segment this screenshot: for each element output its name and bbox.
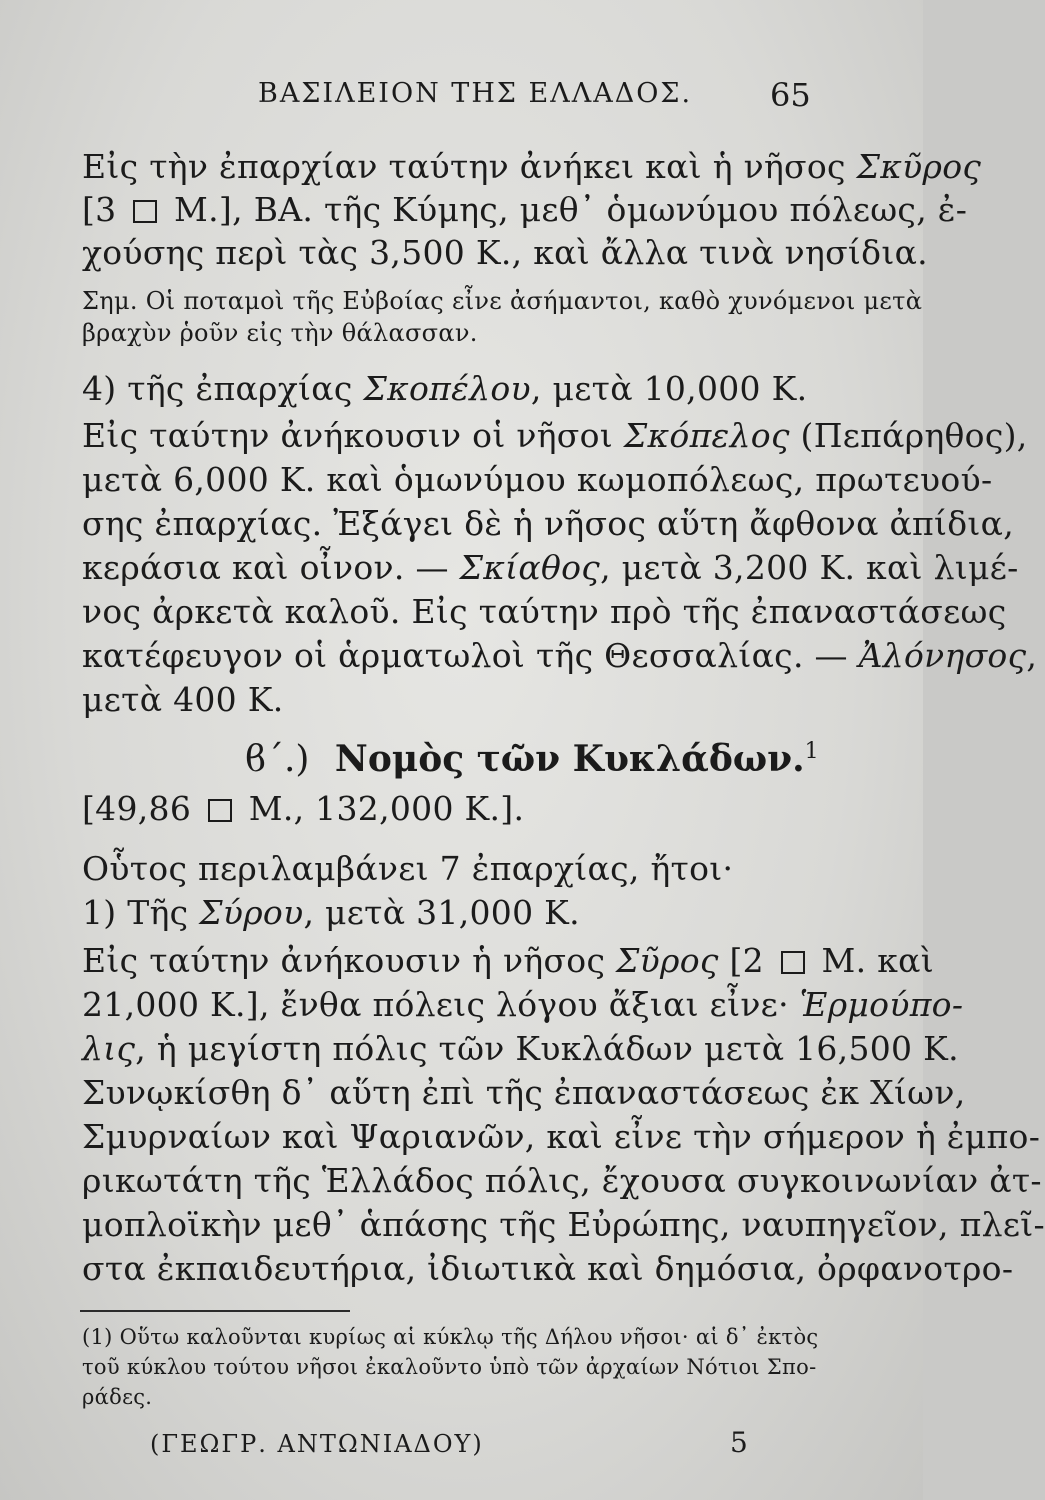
text-line	[82, 546, 1019, 590]
page-number: 65	[770, 76, 811, 114]
text-run: τοῦ κύκλου τούτου νῆσοι ἐκαλοῦντο ὑπὸ τῶν ἀρχαίων Νότιοι Σπο-	[82, 1355, 817, 1379]
text-run: ρικωτάτη τῆς Ἑλλάδος πόλις, ἔχουσα συγκοινωνίαν ἀτ-	[82, 1161, 1042, 1200]
text-run: [2	[718, 941, 775, 980]
text-run: ,	[1026, 636, 1038, 675]
text-run: κατέφευγον οἱ ἁρματωλοὶ τῆς Θεσσαλίας. —	[82, 636, 859, 675]
text-line	[82, 1247, 1014, 1291]
signature-mark: (ΓΕΩΓΡ. ΑΝΤΩΝΙΑΔΟΥ)	[150, 1430, 484, 1458]
text-run: ράδες.	[82, 1385, 153, 1409]
text-run: χούσης περὶ τὰς 3,500 Κ., καὶ ἄλλα τινὰ νησίδια.	[82, 233, 928, 272]
text-run: μοπλοϊκὴν μεθ᾽ ἁπάσης τῆς Εὐρώπης, ναυπηγεῖον, πλεῖ-	[82, 1205, 1045, 1244]
note-line	[82, 317, 822, 349]
text-run: , μετὰ 31,000 Κ.	[303, 893, 580, 932]
footnote-marker: 1	[804, 739, 819, 764]
text-line	[82, 787, 822, 831]
text-run: [3	[82, 190, 128, 229]
section-heading-title: Νομὸς τῶν Κυκλάδων.	[334, 738, 805, 780]
text-run: νος ἀρκετὰ καλοῦ. Εἰς ταύτην πρὸ τῆς ἐπαναστάσεως	[82, 592, 1007, 631]
text-line	[82, 145, 982, 189]
italic-name: Σκίαθος	[459, 548, 601, 587]
section-heading	[245, 738, 819, 780]
text-run: Συνῳκίσθη δ᾽ αὕτη ἐπὶ τῆς ἐπαναστάσεως ἐκ Χίων,	[82, 1073, 966, 1112]
text-line	[82, 502, 1015, 546]
text-run: (1) Οὕτω καλοῦνται κυρίως αἱ κύκλῳ τῆς Δήλου νῆσοι· αἱ δ᾽ ἐκτὸς	[82, 1325, 819, 1349]
text-line	[82, 414, 1028, 458]
running-header: ΒΑΣΙΛΕΙΟΝ ΤΗΣ ΕΛΛΑΔΟΣ.	[258, 78, 693, 109]
text-run: 1) Τῆς	[82, 893, 200, 932]
text-line	[82, 1159, 1042, 1203]
text-run: Σημ. Οἱ ποταμοὶ τῆς Εὐβοίας εἶνε ἀσήμαντοι, καθὸ χυνόμενοι μετὰ	[82, 287, 923, 315]
italic-name: Σκῦρος	[856, 147, 982, 186]
text-line	[82, 231, 928, 275]
text-run: Μ.], ΒΑ. τῆς Κύμης, μεθ᾽ ὁμωνύμου πόλεως, ἐ-	[163, 190, 968, 229]
text-run: μετὰ 400 Κ.	[82, 680, 284, 719]
footnote-line	[82, 1382, 822, 1412]
text-line	[82, 590, 1007, 634]
text-run: Εἰς ταύτην ἀνήκουσιν οἱ νῆσοι	[82, 416, 624, 455]
italic-name: Ἀλόνησος	[858, 636, 1027, 675]
footnote-line	[82, 1322, 822, 1352]
text-run: κεράσια καὶ οἶνον. —	[82, 548, 460, 587]
text-run: , μετὰ 10,000 Κ.	[530, 369, 808, 408]
text-run: Μ., 132,000 Κ.].	[237, 789, 525, 828]
text-run: βραχὺν ῥοῦν εἰς τὴν θάλασσαν.	[82, 319, 478, 347]
square-unit-icon	[208, 799, 232, 822]
text-line	[82, 891, 822, 935]
text-line	[82, 458, 993, 502]
italic-name: Σκοπέλου	[363, 369, 531, 408]
text-run: (Πεπάρηθος),	[789, 416, 1028, 455]
italic-name: λις	[82, 1029, 136, 1068]
text-line	[82, 847, 822, 891]
text-line	[82, 939, 934, 983]
text-run: 4) τῆς ἐπαρχίας	[82, 369, 364, 408]
text-line	[82, 634, 1038, 678]
text-line	[82, 983, 964, 1027]
text-run: Οὗτος περιλαμβάνει 7 ἐπαρχίας, ἤτοι·	[82, 849, 734, 888]
footnote-line	[82, 1352, 822, 1382]
text-run: 21,000 Κ.], ἔνθα πόλεις λόγου ἄξιαι εἶνε·	[82, 985, 800, 1024]
text-run: μετὰ 6,000 Κ. καὶ ὁμωνύμου κωμοπόλεως, πρωτευού-	[82, 460, 993, 499]
section-heading-prefix: ϐ΄.)	[245, 739, 310, 780]
square-unit-icon	[133, 200, 157, 223]
text-run: Εἰς ταύτην ἀνήκουσιν ἡ νῆσος	[82, 941, 617, 980]
text-run: [49,86	[82, 789, 202, 828]
text-line	[82, 367, 822, 411]
text-line	[82, 1203, 1045, 1247]
text-line	[82, 188, 968, 232]
italic-name: Σκόπελος	[623, 416, 790, 455]
note-line	[82, 285, 923, 317]
text-line	[82, 1027, 959, 1071]
text-run: Σμυρναίων καὶ Ψαριανῶν, καὶ εἶνε τὴν σήμερον ἡ ἐμπο-	[82, 1117, 1041, 1156]
signature-number: 5	[730, 1426, 748, 1459]
text-line	[82, 1071, 966, 1115]
text-run: , ἡ μεγίστη πόλις τῶν Κυκλάδων μετὰ 16,500 Κ.	[135, 1029, 959, 1068]
italic-name: Σύρου	[199, 893, 304, 932]
square-unit-icon	[781, 951, 805, 974]
italic-name: Ἑρμούπο-	[799, 985, 964, 1024]
footnote-divider	[80, 1310, 350, 1312]
italic-name: Σῦρος	[616, 941, 719, 980]
text-run: , μετὰ 3,200 Κ. καὶ λιμέ-	[600, 548, 1019, 587]
text-run: σης ἐπαρχίας. Ἐξάγει δὲ ἡ νῆσος αὕτη ἄφθονα ἀπίδια,	[82, 504, 1015, 543]
text-line	[82, 678, 822, 722]
text-line	[82, 1115, 1041, 1159]
text-run: Μ. καὶ	[810, 941, 934, 980]
text-run: Εἰς τὴν ἐπαρχίαν ταύτην ἀνήκει καὶ ἡ νῆσος	[82, 147, 857, 186]
text-run: στα ἐκπαιδευτήρια, ἰδιωτικὰ καὶ δημόσια, ὀρφανοτρο-	[82, 1249, 1014, 1288]
